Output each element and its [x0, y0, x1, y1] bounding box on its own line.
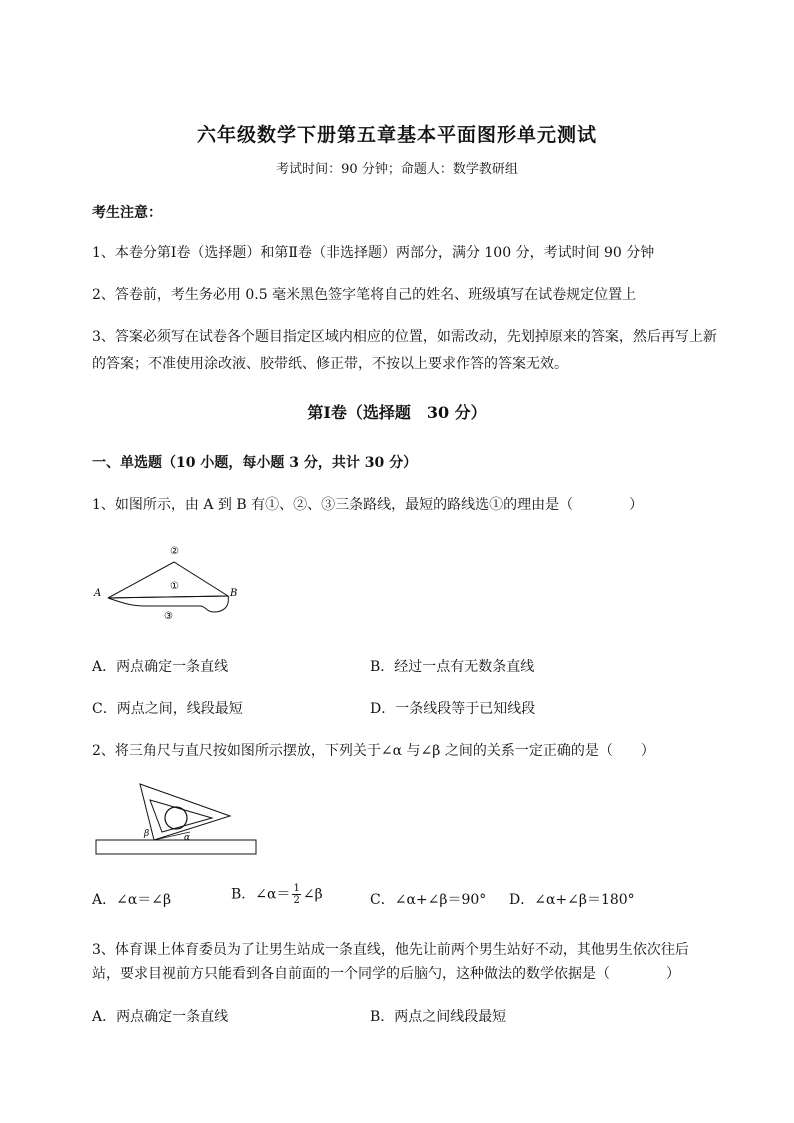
question-1-stem: 1、如图所示，由 A 到 B 有①、②、③三条路线，最短的路线选①的理由是（ ） — [92, 497, 644, 513]
angle-alpha-label: α — [184, 833, 191, 843]
point-a-label: A — [94, 588, 102, 599]
question-1-option-c: C．两点之间，线段最短 — [92, 701, 243, 717]
question-2-option-c: C．∠α+∠β＝90° — [370, 892, 487, 908]
question-3-stem-line-1: 3、体育课上体育委员为了让男生站成一条直线，他先让前两个男生站好不动，其他男生依次往后 — [92, 942, 689, 958]
route-3-path — [108, 596, 228, 612]
route-2-label: ② — [170, 546, 179, 557]
question-1-option-d: D．一条线段等于已知线段 — [370, 701, 536, 717]
question-1-option-b: B．经过一点有无数条直线 — [370, 659, 535, 675]
question-1-option-a: A．两点确定一条直线 — [92, 659, 229, 675]
question-3-option-b: B．两点之间线段最短 — [370, 1009, 507, 1025]
question-1-figure — [90, 540, 250, 630]
route-1-label: ① — [170, 581, 179, 592]
page-title: 六年级数学下册第五章基本平面图形单元测试 — [196, 124, 597, 146]
option-b-suffix: ∠β — [302, 886, 323, 903]
notice-item-2: 2、答卷前，考生务必用 0.5 毫米黑色签字笔将自己的姓名、班级填写在试卷规定位置上 — [92, 287, 637, 303]
notice-heading: 考生注意： — [92, 205, 162, 221]
page-subtitle: 考试时间：90 分钟；命题人：数学教研组 — [276, 162, 518, 177]
notice-item-3: 3、答案必须写在试卷各个题目指定区域内相应的位置，如需改动，先划掉原来的答案，然后再写上新 — [92, 329, 717, 345]
fraction-denominator: 2 — [293, 895, 300, 906]
question-2-stem: 2、将三角尺与直尺按如图所示摆放，下列关于∠α 与∠β 之间的关系一定正确的是（ ） — [92, 743, 655, 759]
part-title: 一、单选题（10 小题，每小题 3 分，共计 30 分） — [92, 455, 418, 471]
point-b-label: B — [230, 588, 238, 599]
angle-beta-label: β — [144, 829, 150, 839]
question-3-stem-line-2: 站，要求目视前方只能看到各自前面的一个同学的后脑勺，这种做法的数学依据是（ ） — [92, 966, 680, 982]
route-2-path — [108, 562, 228, 598]
option-b-fraction — [292, 883, 300, 906]
triangle-ruler-hole — [165, 807, 187, 829]
fraction-numerator: 1 — [293, 883, 300, 894]
question-2-option-a: A．∠α＝∠β — [92, 892, 172, 908]
route-3-label: ③ — [164, 611, 173, 622]
option-b-prefix: B．∠α＝ — [231, 886, 291, 903]
route-1-path — [108, 596, 228, 598]
question-3-option-a: A．两点确定一条直线 — [92, 1009, 229, 1025]
section-title: 第Ⅰ卷（选择题 30 分） — [307, 403, 487, 422]
ruler-shape — [96, 840, 256, 854]
question-2-option-b — [231, 883, 323, 906]
question-2-option-d: D．∠α+∠β＝180° — [509, 892, 635, 908]
notice-item-3-cont: 的答案；不准使用涂改液、胶带纸、修正带，不按以上要求作答的答案无效。 — [92, 356, 568, 372]
question-2-figure — [92, 780, 262, 860]
notice-item-1: 1、本卷分第Ⅰ卷（选择题）和第Ⅱ卷（非选择题）两部分，满分 100 分，考试时间 90 分钟 — [92, 245, 655, 261]
